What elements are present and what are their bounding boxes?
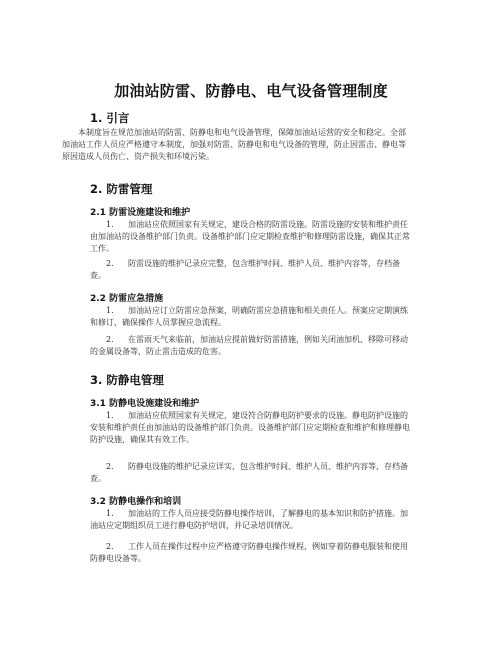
section-2-2-heading: 2.2 防雷应急措施 <box>90 294 164 304</box>
section-2-2-item-1 <box>90 305 412 329</box>
document-title: 加油站防雷、防静电、电气设备管理制度 <box>114 82 388 100</box>
section-1-text: 本制度旨在规范加油站的防雷、防静电和电气设备管理，保障加油站运营的安全和稳定。全部加油站工作人员应严格遵守本制度，加强对防雷、防静电和电气设备的管理，防止因雷击、静电等原因造成人员伤亡、资产损失和环境污染。 <box>62 128 406 161</box>
item-text: 加油站应订立防雷应急预案，明确防雷应急措施和相关责任人。预案应定期演练和修订，确保操作人员掌握应急流程。 <box>90 306 408 327</box>
section-2-2-item-2 <box>90 334 412 358</box>
item-number: 1. <box>106 509 114 518</box>
section-3-2-heading: 3.2 防静电操作和培训 <box>90 497 182 507</box>
section-2-heading: 2. 防雷管理 <box>90 182 153 196</box>
item-number: 2. <box>106 542 114 551</box>
section-1-heading: 1. 引言 <box>90 111 130 125</box>
item-text: 加油站应依照国家有关规定，建设符合防静电防护要求的设施。静电防护设施的安装和维护责任由加油站的设备维护部门负责。设备维护部门应定期检查和维护和修理静电防护设施，确保其有效工作。 <box>90 411 410 444</box>
section-3-1-item-1 <box>90 410 412 446</box>
item-number: 1. <box>106 306 114 315</box>
section-2-1-heading: 2.1 防雷设施建设和维护 <box>90 208 191 218</box>
section-3-1-heading: 3.1 防静电设施建设和维护 <box>90 399 200 409</box>
section-2-1-item-2 <box>90 258 412 282</box>
item-number: 2. <box>106 259 114 268</box>
section-3-2-item-2 <box>90 541 412 565</box>
item-number: 2. <box>106 335 114 344</box>
section-3-2-item-1 <box>90 508 412 532</box>
item-text: 工作人员在操作过程中应严格遵守防静电操作规程，例如穿着防静电服装和使用防静电设备等。 <box>90 542 408 563</box>
section-3-1-item-2 <box>90 461 412 485</box>
item-number: 1. <box>106 411 114 420</box>
item-text: 加油站应依照国家有关规定，建设合格的防雷设施。防雷设施的安装和维护责任由加油站的设备维护部门负责。设备维护部门应定期检查维护和修理防雷设施，确保其正常工作。 <box>90 220 410 253</box>
item-text: 加油站的工作人员应接受防静电操作培训，了解静电的基本知识和防护措施。加油站应定期组织员工进行静电防护培训，并记录培训情况。 <box>90 509 408 530</box>
item-text: 防静电设施的维护记录应详实，包含维护时间、维护人员、维护内容等，存档备查。 <box>90 462 408 483</box>
section-3-heading: 3. 防静电管理 <box>90 373 164 387</box>
section-2-1-item-1 <box>90 219 412 255</box>
item-number: 1. <box>106 220 114 229</box>
item-number: 2. <box>106 462 114 471</box>
item-text: 在雷雨天气来临前，加油站应提前做好防雷措施，例如关闭油加机、移除可移动的金属设备等，防止雷击造成的危害。 <box>90 335 408 356</box>
item-text: 防雷设施的维护记录应完整，包含维护时间、维护人员、维护内容等，存档备查。 <box>90 259 400 280</box>
